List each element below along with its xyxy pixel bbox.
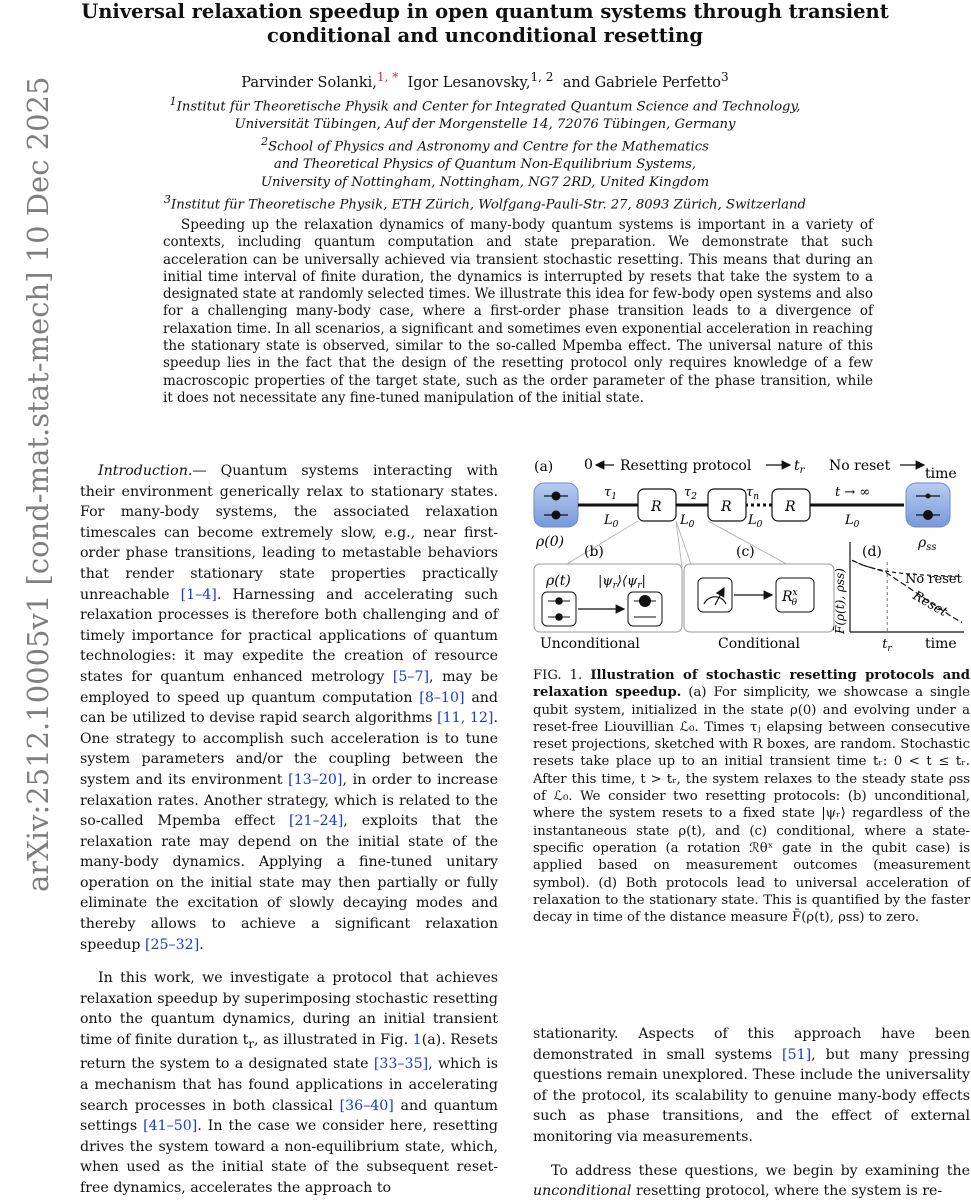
citation-link[interactable]: [51]	[782, 1046, 812, 1063]
body-text: To address these questions, we begin by examining the	[551, 1162, 970, 1179]
caption-text: (a) For simplicity, we showcase a single qubit system, initialized in the state ρ(0) and evolving under a reset-free Liouvillian ℒ₀. Times τⱼ elapsing between consecutive reset projections, sketched with R boxes, are random. Stochastic resets take place up to an initial transient time tᵣ: 0 < t ≤ tᵣ. After this time, t > tᵣ, the system relaxes to the steady state ρss of ℒ₀. We consider two resetting protocols: (b) unconditional, where the system resets to a fixed state |ψᵣ⟩ regardless of the instantaneous state ρ(t), and (c) conditional, where a state-specific operation (a rotation ℛθˣ gate in the qubit case) is applied based on measurement outcomes (measurement symbol). (d) Both protocols lead to universal acceleration of relaxation to the stationary state. This is quantified by the faster decay in time of the distance measure F̄(ρ(t), ρss) to zero.	[533, 685, 970, 926]
intro-paragraph	[80, 461, 498, 955]
author-name: Igor Lesanovsky,	[407, 74, 531, 91]
citation-link[interactable]: [21–24]	[289, 813, 344, 830]
affiliation-line	[90, 174, 880, 192]
citation-link[interactable]: [11, 12]	[437, 710, 494, 727]
left-column	[80, 461, 498, 1199]
citation-link[interactable]: [1–4]	[180, 586, 217, 603]
arxiv-sidebar-stamp: arXiv:2512.10005v1 [cond-mat.stat-mech] 10 Dec 2025	[21, 76, 55, 892]
y-axis-label: F̄(ρ(t), ρss)	[833, 568, 847, 634]
liouvillian-label: $L_0$	[680, 513, 695, 530]
body-text: resetting protocol, where the system is re-	[631, 1183, 943, 1200]
reset-box-label: R	[721, 499, 732, 515]
affiliation-text: Institut für Theoretische Physik and Center for Integrated Quantum Science and Technology,	[176, 99, 801, 115]
qubit-population	[552, 492, 561, 501]
citation-link[interactable]: [8–10]	[419, 689, 465, 706]
author-affiliation-marker[interactable]: 1, *	[376, 70, 399, 84]
body-text: In this work, we investigate a protocol that achieves relaxation speedup by superimposing stochastic resetting onto the quantum dynamics, during an initial transient time of finite duration t	[80, 970, 498, 1049]
reset-box-label: R	[651, 499, 662, 515]
rho0-label: ρ(0)	[536, 534, 565, 550]
liouvillian-label: $L_0$	[845, 513, 860, 530]
affiliation-text: School of Physics and Astronomy and Centre for the Mathematics	[268, 139, 709, 155]
affiliation-number: 3	[164, 193, 172, 207]
affiliation-line	[90, 191, 880, 214]
author-list	[80, 67, 890, 93]
body-text: , but many pressing questions remain unexplored. These include the universality of the protocol, its scalability to genuine many-body effects such as phase transitions, and the effect of external monitoring via measurements.	[533, 1046, 970, 1145]
author-name: and Gabriele Perfetto	[562, 74, 722, 91]
tau-n-label: $\tau_n$	[746, 485, 759, 502]
protocol-paragraph	[533, 1161, 970, 1202]
body-text: (a). Resets return the system to a designated state	[80, 1032, 498, 1073]
qubit-population	[926, 494, 931, 499]
panel-b-label: (b)	[584, 544, 604, 560]
body-text: and quantum settings	[80, 1097, 499, 1135]
qubit-population	[639, 595, 651, 607]
qubit-population	[555, 597, 563, 605]
affiliation-line	[90, 133, 880, 156]
psi-r-label: $|\psi_r⟩⟨\psi_r|$	[598, 574, 646, 591]
figure-link[interactable]: 1	[412, 1032, 422, 1049]
panel-d-chart	[832, 542, 964, 654]
section-heading: Introduction.—	[98, 463, 207, 479]
liouvillian-label: $L_0$	[604, 513, 619, 530]
tr-label: $t_r$	[794, 458, 805, 476]
citation-link[interactable]: [5–7]	[392, 668, 430, 685]
affiliations	[90, 93, 880, 214]
body-text: and can be utilized to devise rapid search algorithms	[80, 689, 498, 727]
figure-1	[532, 452, 971, 664]
tau-2-label: $\tau_2$	[684, 485, 697, 502]
qubit-population	[923, 510, 933, 520]
unconditional-label: Unconditional	[540, 636, 640, 652]
timeline-zero: 0	[584, 457, 593, 473]
protocol-label: Resetting protocol	[620, 458, 752, 474]
figure-caption	[533, 667, 970, 926]
citation-link[interactable]: [13–20]	[288, 771, 343, 788]
liouvillian-label: $L_0$	[748, 513, 763, 530]
rho-ss-label: $\rho_{ss}$	[918, 535, 937, 553]
subscript: r	[248, 1036, 254, 1051]
panel-d-label: (d)	[862, 544, 882, 560]
panel-c-label: (c)	[736, 544, 755, 560]
affiliation-line	[90, 156, 880, 174]
panel-a-label: (a)	[534, 459, 554, 475]
tau-1-label: $\tau_1$	[604, 485, 617, 502]
qubit-population	[555, 613, 563, 621]
affiliation-text: and Theoretical Physics of Quantum Non-Equilibrium Systems,	[273, 157, 697, 173]
no-reset-label: No reset	[829, 458, 891, 474]
affiliation-line	[90, 93, 880, 116]
qubit-population	[552, 511, 561, 520]
body-text: , in order to increase relaxation rates. Another strategy, which is related to the so-called Mpemba effect	[80, 771, 498, 830]
qubit-box	[542, 592, 576, 626]
body-text: , exploits that the relaxation rate may depend on the initial state of the many-body dynamics. Applying a fine-tuned unitary operation on the initial state may then partially or fully eliminate the excitation of slowly decaying modes and thereby allows to achieve a significant relaxation speedup	[80, 813, 498, 953]
t-infinity-label: t → ∞	[835, 485, 871, 500]
citation-link[interactable]: [36–40]	[339, 1097, 394, 1114]
body-text: stationarity. Aspects of this approach have been demonstrated in small systems	[533, 1026, 970, 1063]
citation-link[interactable]: [33–35]	[373, 1056, 429, 1073]
author-affiliation-marker: 1, 2	[530, 70, 554, 84]
caption-title: Illustration of stochastic resetting protocols and relaxation speedup.	[533, 668, 970, 701]
work-paragraph	[80, 968, 498, 1198]
author-affiliation-marker: 3	[721, 70, 729, 84]
abstract: Speeding up the relaxation dynamics of many-body quantum systems is important in a variety of contexts, including quantum computation and state preparation. We demonstrate that such acceleration can be universally achieved via transient stochastic resetting. This means that during an initial time interval of finite duration, the dynamics is interrupted by resets that take the system to a designated state at randomly selected times. We illustrate this idea for few-body open systems and also for a challenging many-body case, where a first-order phase transition leads to a divergence of relaxation time. In all scenarios, a significant and sometimes even exponential acceleration in reaching the stationary state is observed, similar to the so-called Mpemba effect. The universal nature of this speedup lies in the fact that the design of the resetting protocol only requires knowledge of a few macroscopic properties of the target state, such as the order parameter of the phase transition, while it does not necessitate any fine-tuned manipulation of the initial state.	[163, 217, 873, 406]
affiliation-text: Universität Tübingen, Auf der Morgenstelle 14, 72076 Tübingen, Germany	[234, 116, 736, 132]
reset-curve-label: Reset	[910, 588, 950, 621]
body-text: . Harnessing and accelerating such relaxation processes is therefore both challenging and of timely importance for practical applications of quantum technologies: it may expedite the creation of resource states for quantum enhanced metrology	[80, 586, 498, 685]
rotation-gate-label: $R^x$ θ	[782, 588, 798, 608]
affiliation-text: University of Nottingham, Nottingham, NG7 2RD, United Kingdom	[260, 174, 710, 190]
time-axis-label: time	[925, 636, 957, 652]
body-text: , which is a mechanism that has found applications in accelerating search processes in both classical	[80, 1056, 499, 1114]
emphasis: unconditional	[533, 1183, 632, 1200]
affiliation-line	[90, 116, 880, 134]
reset-box-label: R	[785, 499, 796, 515]
qubit-steady-state	[906, 483, 950, 527]
conditional-label: Conditional	[718, 636, 800, 652]
body-text: . In the case we consider here, resetting drives the system toward a non-equilibrium state, which, when used as the initial state of the subsequent reset-free dynamics, accelerates the approach to	[80, 1118, 498, 1197]
body-text: . One strategy to accomplish such acceleration is to tune system parameters and/or the coupling between the system and its environment	[80, 710, 498, 788]
body-text: .	[199, 936, 204, 953]
qubit-initial	[534, 483, 578, 527]
body-text: , as illustrated in Fig.	[253, 1032, 413, 1049]
continuation-paragraph	[533, 1024, 970, 1148]
paper-title: Universal relaxation speedup in open quantum systems through transient conditional and unconditional resetting	[81, 0, 889, 47]
caption-label: FIG. 1.	[533, 668, 583, 683]
citation-link[interactable]: [41–50]	[143, 1118, 198, 1135]
citation-link[interactable]: [25–32]	[144, 936, 200, 953]
affiliation-text: Institut für Theoretische Physik, ETH Zürich, Wolfgang-Pauli-Str. 27, 8093 Zürich, Switzerland	[171, 197, 806, 213]
right-column	[533, 1024, 970, 1202]
no-reset-curve-label: No reset	[905, 572, 962, 587]
body-text: Quantum systems interacting with their environment generically relax to stationary states. For many-body systems, the associated relaxation timescales can become extremely slow, e.g., near first-order phase transitions, leading to metastable behaviors that render stationary state properties practically unreachable	[80, 463, 498, 603]
affiliation-number: 2	[261, 135, 269, 149]
measurement-box	[698, 578, 732, 612]
rho-t-label: ρ(t)	[546, 573, 571, 589]
author-name: Parvinder Solanki,	[241, 74, 377, 91]
time-label: time	[925, 466, 957, 482]
body-text: , may be employed to speed up quantum computation	[80, 668, 498, 706]
tr-axis-label: $t_r$	[882, 637, 892, 654]
affiliation-number: 1	[169, 95, 177, 108]
